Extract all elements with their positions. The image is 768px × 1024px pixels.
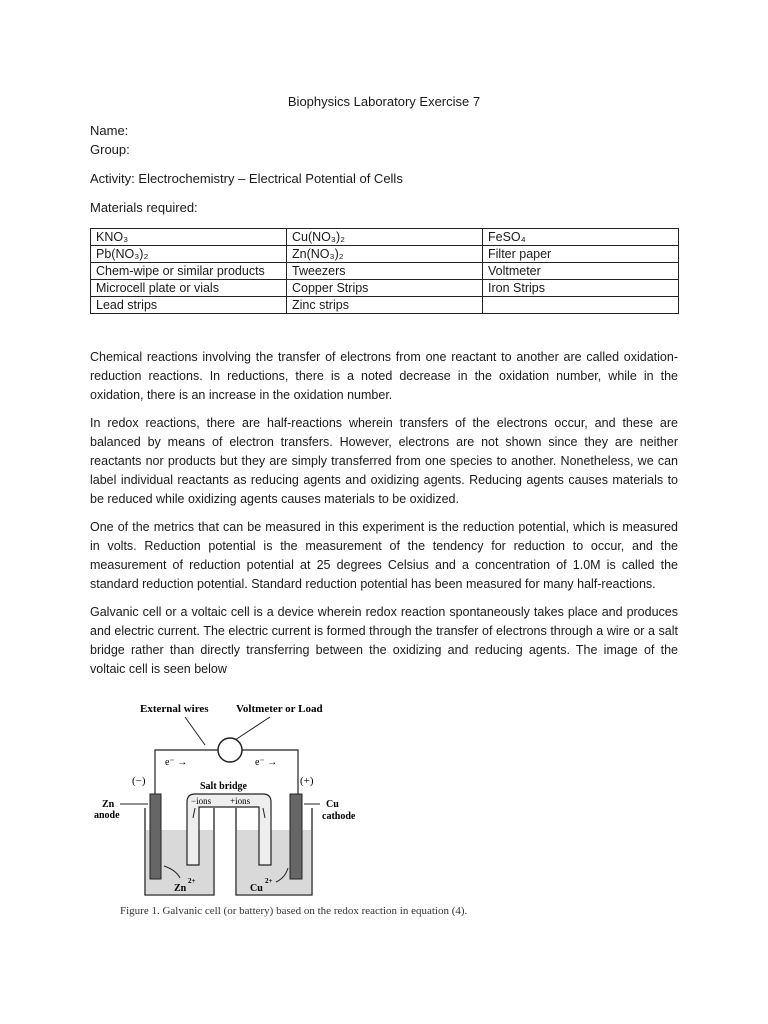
materials-table xyxy=(90,228,679,314)
table-cell: Iron Strips xyxy=(483,280,679,297)
anode-polarity: (−) xyxy=(132,775,146,787)
zinc-ion-charge: 2+ xyxy=(188,877,196,885)
zinc-electrode xyxy=(150,794,161,879)
table-cell: Voltmeter xyxy=(483,263,679,280)
wire-pointer xyxy=(185,717,205,745)
table-row xyxy=(91,297,679,314)
paragraph-redox-intro: Chemical reactions involving the transfer of electrons from one reactant to another are called oxidation-reduction reactions. In reductions, there is a noted decrease in the oxidation number, while in the oxidation, there is an increase in the oxidation number. xyxy=(90,350,678,402)
group-label: Group: xyxy=(90,142,130,157)
table-cell: Microcell plate or vials xyxy=(91,280,287,297)
copper-ion-label: Cu xyxy=(250,883,263,894)
electron-flow-left: e⁻ → xyxy=(165,757,188,768)
figure-caption: Figure 1. Galvanic cell (or battery) based on the redox reaction in equation (4). xyxy=(120,905,468,917)
table-cell: Copper Strips xyxy=(287,280,483,297)
table-cell: Cu(NO₃)₂ xyxy=(287,229,483,246)
page-title: Biophysics Laboratory Exercise 7 xyxy=(287,94,481,109)
voltmeter-label: Voltmeter or Load xyxy=(236,703,323,715)
zinc-ion-label: Zn xyxy=(174,883,187,894)
electron-flow-right: e⁻ → xyxy=(255,757,278,768)
table-cell: Chem-wipe or similar products xyxy=(91,263,287,280)
cathode-polarity: (+) xyxy=(300,775,314,787)
table-row xyxy=(91,229,679,246)
table-row xyxy=(91,280,679,297)
paragraph-half-reactions: In redox reactions, there are half-reactions wherein transfers of the electrons occur, and these are balanced by means of electron transfers. However, electrons are not shown since they are neither reactants nor products but they are simply transferred from one species to another. Nonetheless, we can label individual reactants as reducing agents and oxidizing agents. Reducing agents causes materials to be reduced while oxidizing agents causes materials to be oxidized. xyxy=(90,416,678,506)
table-cell: Zinc strips xyxy=(287,297,483,314)
table-row xyxy=(91,246,679,263)
galvanic-cell-diagram xyxy=(90,690,360,905)
cathode-label: cathode xyxy=(322,811,356,822)
paragraph-galvanic-cell: Galvanic cell or a voltaic cell is a device wherein redox reaction spontaneously takes place and produces and electric current. The electric current is formed through the transfer of electrons through a wire or a salt bridge rather than directly transferring between the oxidizing and reducing agents. The image of the voltaic cell is seen below xyxy=(90,605,678,676)
zn-label: Zn xyxy=(102,799,115,810)
voltmeter-icon xyxy=(218,738,242,762)
table-cell: Pb(NO₃)₂ xyxy=(91,246,287,263)
table-cell: KNO₃ xyxy=(91,229,287,246)
table-cell: Zn(NO₃)₂ xyxy=(287,246,483,263)
table-cell: FeSO₄ xyxy=(483,229,679,246)
table-cell: Filter paper xyxy=(483,246,679,263)
copper-ion-charge: 2+ xyxy=(265,877,273,885)
copper-electrode xyxy=(290,794,302,879)
cu-label: Cu xyxy=(326,799,339,810)
voltmeter-pointer xyxy=(235,717,270,740)
salt-bridge-label: Salt bridge xyxy=(200,781,247,792)
activity-line: Activity: Electrochemistry – Electrical Potential of Cells xyxy=(90,171,403,186)
name-label: Name: xyxy=(90,123,129,138)
table-cell: Lead strips xyxy=(91,297,287,314)
paragraph-reduction-potential: One of the metrics that can be measured in this experiment is the reduction potential, which is measured in volts. Reduction potential is the measurement of the tendency for reduction to occur, and the measurement of reduction potential at 25 degrees Celsius and a concentration of 1.0M is called the standard reduction potential. Standard reduction potential has been measured for many half-reactions. xyxy=(90,520,678,591)
positive-ions-label: +ions xyxy=(230,796,251,806)
table-row xyxy=(91,263,679,280)
external-wires-label: External wires xyxy=(140,703,209,715)
table-cell: Tweezers xyxy=(287,263,483,280)
materials-heading: Materials required: xyxy=(90,200,198,215)
negative-ions-label: −ions xyxy=(191,796,212,806)
table-cell xyxy=(483,297,679,314)
anode-label: anode xyxy=(94,810,120,821)
